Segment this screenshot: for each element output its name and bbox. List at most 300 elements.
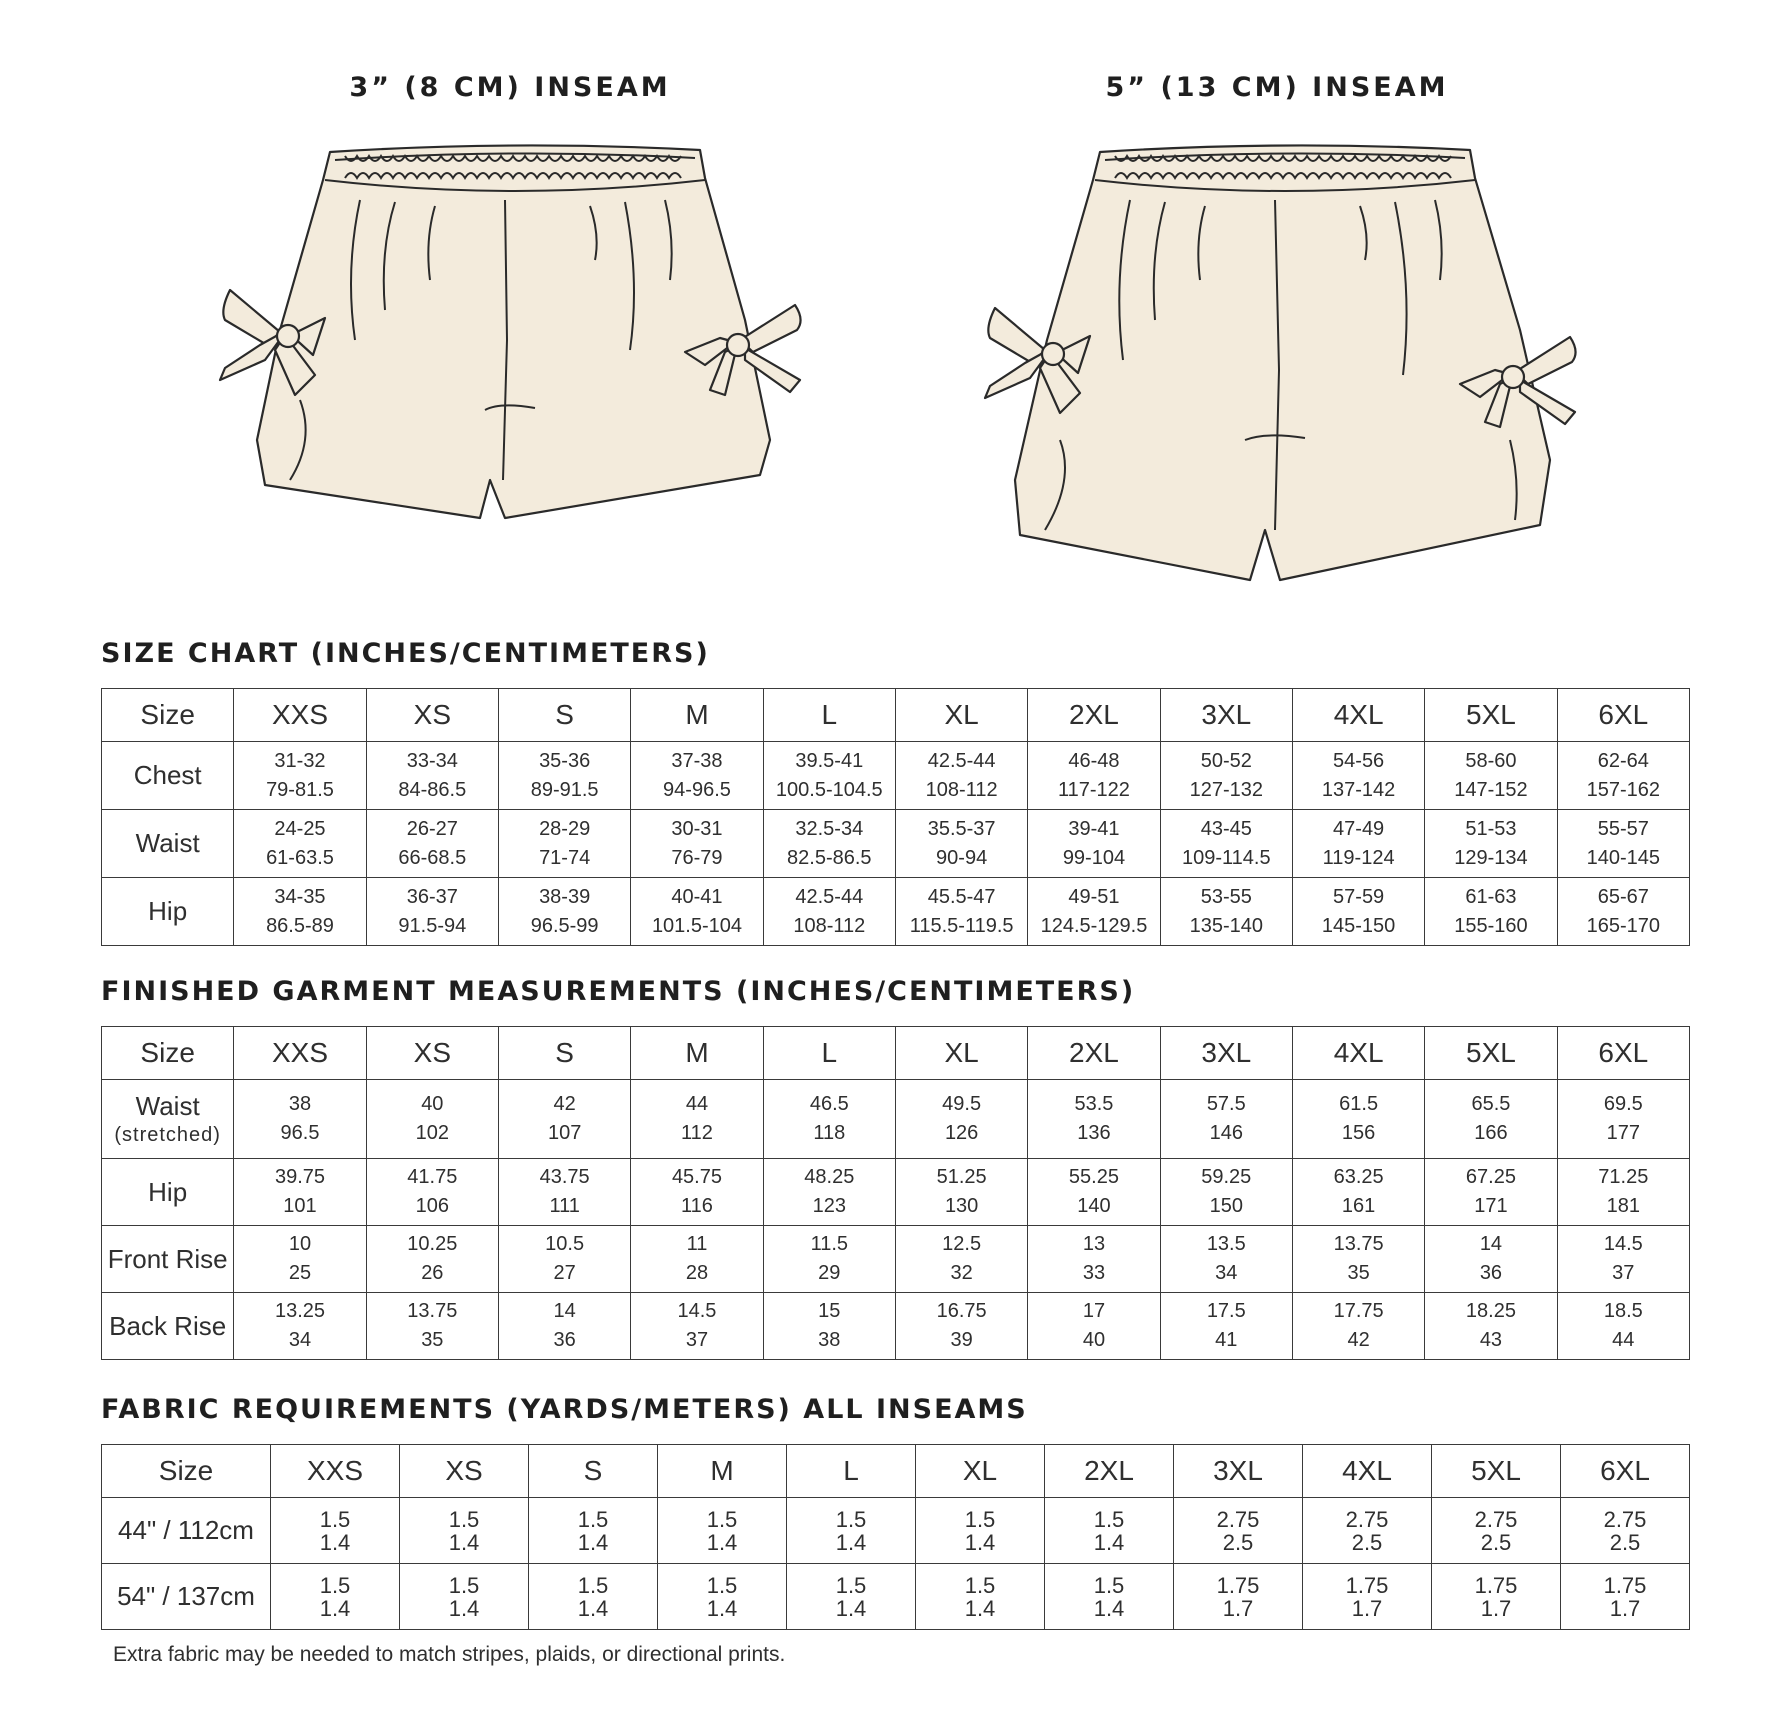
row-label-text: 44" / 112cm [118,1515,254,1546]
value-cell [529,1564,658,1630]
metric-value: 108-112 [925,778,998,801]
header-cell: 2XL [1028,1027,1160,1080]
metric-value: 165-170 [1586,914,1660,937]
value-cell [271,1498,400,1564]
value-cell [916,1564,1045,1630]
value-cell [1160,1080,1292,1159]
imperial-value: 2.75 [1216,1506,1260,1532]
value-cell [1160,1159,1292,1226]
value-cell [498,1159,630,1226]
metric-value: 140-145 [1586,846,1660,869]
header-cell: 6XL [1557,1027,1689,1080]
metric-value: 108-112 [793,914,866,937]
imperial-value: 18.5 [1603,1300,1643,1322]
header-cell: XL [895,1027,1027,1080]
imperial-value: 42.5-44 [927,749,996,772]
imperial-value: 45.5-47 [927,885,996,908]
imperial-value: 65-67 [1597,885,1649,908]
header-cell: S [498,1027,630,1080]
imperial-value: 13.75 [407,1300,458,1322]
value-cell [1028,810,1160,878]
metric-value: 156 [1341,1122,1376,1144]
value-cell [234,742,366,810]
imperial-value: 37-38 [671,749,723,772]
row-label [102,810,234,878]
imperial-value: 1.5 [1093,1506,1125,1532]
value-cell [763,742,895,810]
imperial-value: 1.5 [964,1572,996,1598]
header-cell: 6XL [1557,689,1689,742]
metric-value: 1.4 [835,1529,867,1555]
imperial-value: 40-41 [671,885,723,908]
value-cell [895,878,1027,946]
metric-value: 1.4 [319,1529,351,1555]
value-cell [1425,1080,1557,1159]
value-cell [787,1498,916,1564]
short-inseam-title: 3” (8 CM) INSEAM [349,72,671,103]
value-cell [271,1564,400,1630]
metric-value: 161 [1341,1195,1376,1217]
imperial-value: 71.25 [1598,1166,1649,1188]
metric-value: 124.5-129.5 [1040,914,1148,937]
imperial-value: 1.75 [1345,1572,1389,1598]
metric-value: 171 [1474,1195,1508,1217]
metric-value: 1.4 [577,1595,609,1621]
value-cell [895,1293,1027,1360]
row-label-text: Hip [148,896,188,927]
metric-value: 181 [1606,1195,1640,1217]
metric-value: 150 [1209,1195,1243,1217]
metric-value: 66-68.5 [398,846,467,869]
value-cell [234,1226,366,1293]
value-cell [1292,810,1424,878]
metric-value: 32 [950,1262,973,1284]
imperial-value: 61-63 [1465,885,1517,908]
header-cell: S [529,1445,658,1498]
imperial-value: 39-41 [1068,817,1120,840]
garment-chart-header-row [102,1027,1690,1080]
metric-value: 135-140 [1189,914,1263,937]
imperial-value: 40 [421,1093,444,1115]
imperial-value: 11 [686,1233,708,1255]
imperial-value: 69.5 [1603,1093,1643,1115]
metric-value: 1.4 [1093,1595,1125,1621]
value-cell [1174,1498,1303,1564]
header-cell: S [498,689,630,742]
metric-value: 2.5 [1222,1529,1254,1555]
imperial-value: 10 [288,1233,312,1255]
metric-value: 1.4 [964,1595,996,1621]
imperial-value: 58-60 [1465,749,1517,772]
header-cell: L [763,689,895,742]
header-cell: XS [400,1445,529,1498]
metric-value: 111 [549,1195,580,1217]
metric-value: 112 [681,1122,713,1144]
value-cell [1557,742,1689,810]
table-row [102,1293,1690,1360]
metric-value: 118 [813,1122,846,1144]
imperial-value: 30-31 [671,817,723,840]
metric-value: 145-150 [1321,914,1396,937]
value-cell [631,1159,763,1226]
value-cell [895,1159,1027,1226]
value-cell [1160,810,1292,878]
row-label [102,1564,271,1630]
value-cell [1425,742,1557,810]
value-cell [1557,1293,1689,1360]
table-row [102,878,1690,946]
value-cell [763,1293,895,1360]
imperial-value: 14 [553,1300,576,1322]
imperial-value: 49-51 [1068,885,1120,908]
value-cell [1292,1080,1424,1159]
value-cell [1561,1564,1690,1630]
metric-value: 84-86.5 [398,778,467,801]
value-cell [763,1226,895,1293]
row-label [102,742,234,810]
value-cell [1425,1293,1557,1360]
metric-value: 101.5-104 [651,914,743,937]
shorts-body [1015,145,1550,580]
metric-value: 37 [685,1329,709,1351]
imperial-value: 34-35 [274,885,326,908]
imperial-value: 38 [288,1093,312,1115]
imperial-value: 61.5 [1339,1093,1379,1115]
header-cell: Size [102,1445,271,1498]
value-cell [1160,878,1292,946]
imperial-value: 41.75 [407,1166,458,1188]
metric-value: 129-134 [1454,846,1528,869]
imperial-value: 1.5 [964,1506,996,1532]
header-cell: XXS [234,1027,366,1080]
metric-value: 146 [1209,1122,1243,1144]
metric-value: 90-94 [936,846,988,869]
value-cell [895,742,1027,810]
imperial-value: 1.5 [448,1506,480,1532]
value-cell [498,878,630,946]
metric-value: 2.5 [1351,1529,1383,1555]
value-cell [1292,878,1424,946]
value-cell [1303,1498,1432,1564]
metric-value: 36 [1479,1262,1503,1284]
metric-value: 1.7 [1351,1595,1383,1621]
metric-value: 127-132 [1189,778,1263,801]
row-label-text: Back Rise [109,1310,227,1341]
long-inseam-shorts-illustration [975,140,1595,600]
imperial-value: 16.75 [936,1300,987,1322]
imperial-value: 55-57 [1597,817,1649,840]
metric-value: 137-142 [1321,778,1396,801]
metric-value: 147-152 [1454,778,1528,801]
metric-value: 34 [288,1329,312,1351]
fabric-chart-header-row [102,1445,1690,1498]
imperial-value: 53.5 [1074,1093,1114,1115]
imperial-value: 31-32 [274,749,326,772]
row-label-text: Hip [148,1176,188,1207]
value-cell [1045,1564,1174,1630]
row-label-text: 54" / 137cm [117,1581,255,1612]
table-row [102,1564,1690,1630]
value-cell [631,1226,763,1293]
imperial-value: 53-55 [1200,885,1252,908]
value-cell [400,1498,529,1564]
imperial-value: 43.75 [539,1166,590,1188]
table-row [102,742,1690,810]
metric-value: 86.5-89 [266,914,334,937]
metric-value: 43 [1479,1329,1503,1351]
metric-value: 29 [818,1262,841,1284]
header-cell: L [787,1445,916,1498]
metric-value: 94-96.5 [663,778,731,801]
imperial-value: 38-39 [539,885,591,908]
size-chart-table [101,688,1690,946]
metric-value: 100.5-104.5 [775,778,883,801]
imperial-value: 2.75 [1603,1506,1647,1532]
metric-value: 26 [421,1262,444,1284]
value-cell [498,1226,630,1293]
value-cell [1174,1564,1303,1630]
metric-value: 1.4 [319,1595,351,1621]
table-row [102,1080,1690,1159]
header-cell: 4XL [1292,1027,1424,1080]
metric-value: 91.5-94 [398,914,467,937]
imperial-value: 1.5 [319,1506,351,1532]
imperial-value: 65.5 [1471,1093,1511,1115]
header-cell: M [631,1027,763,1080]
imperial-value: 1.5 [577,1572,609,1598]
fabric-note: Extra fabric may be needed to match stripes, plaids, or directional prints. [113,1643,786,1666]
metric-value: 109-114.5 [1181,846,1271,869]
row-label [102,1080,234,1159]
imperial-value: 51-53 [1465,817,1517,840]
value-cell [366,810,498,878]
value-cell [234,1159,366,1226]
imperial-value: 57.5 [1206,1093,1246,1115]
metric-value: 42 [1347,1329,1370,1351]
value-cell [1425,1226,1557,1293]
metric-value: 116 [681,1195,713,1217]
header-cell: XXS [271,1445,400,1498]
shorts-body [257,145,770,518]
imperial-value: 50-52 [1200,749,1252,772]
value-cell [529,1498,658,1564]
fabric-chart-title: FABRIC REQUIREMENTS (YARDS/METERS) ALL INSEAMS [101,1394,1028,1425]
long-inseam-title: 5” (13 CM) INSEAM [1105,72,1449,103]
metric-value: 130 [944,1195,979,1217]
imperial-value: 1.5 [835,1572,867,1598]
header-cell: 3XL [1160,689,1292,742]
imperial-value: 10.5 [545,1233,585,1255]
value-cell [1160,1293,1292,1360]
imperial-value: 1.5 [319,1572,351,1598]
imperial-value: 13.75 [1333,1233,1384,1255]
imperial-value: 32.5-34 [795,817,864,840]
header-cell: 2XL [1028,689,1160,742]
header-cell: Size [102,689,234,742]
header-cell: 6XL [1561,1445,1690,1498]
value-cell [1160,1226,1292,1293]
metric-value: 1.4 [835,1595,867,1621]
imperial-value: 46.5 [809,1093,849,1115]
metric-value: 33 [1082,1262,1106,1284]
garment-chart-title: FINISHED GARMENT MEASUREMENTS (INCHES/CENTIMETERS) [101,976,1136,1007]
size-chart-header-row [102,689,1690,742]
metric-value: 82.5-86.5 [787,846,872,869]
value-cell [234,1080,366,1159]
header-cell: 5XL [1425,689,1557,742]
imperial-value: 36-37 [406,885,458,908]
value-cell [763,1080,895,1159]
value-cell [916,1498,1045,1564]
imperial-value: 1.5 [706,1506,738,1532]
row-label [102,1226,234,1293]
value-cell [895,810,1027,878]
metric-value: 140 [1077,1195,1111,1217]
metric-value: 76-79 [671,846,723,869]
header-cell: L [763,1027,895,1080]
imperial-value: 39.5-41 [795,749,864,772]
imperial-value: 13 [1082,1233,1106,1255]
value-cell [1028,1226,1160,1293]
metric-value: 136 [1077,1122,1111,1144]
imperial-value: 51.25 [936,1166,987,1188]
value-cell [1425,878,1557,946]
imperial-value: 11.5 [810,1233,849,1255]
imperial-value: 49.5 [942,1093,982,1115]
imperial-value: 55.25 [1068,1166,1119,1188]
imperial-value: 1.5 [706,1572,738,1598]
imperial-value: 67.25 [1465,1166,1516,1188]
metric-value: 89-91.5 [530,778,599,801]
imperial-value: 13.5 [1206,1233,1246,1255]
value-cell [631,810,763,878]
value-cell [763,1159,895,1226]
metric-value: 1.4 [1093,1529,1125,1555]
value-cell [498,742,630,810]
value-cell [1557,1159,1689,1226]
metric-value: 79-81.5 [266,778,334,801]
value-cell [366,878,498,946]
table-row [102,1226,1690,1293]
metric-value: 155-160 [1454,914,1528,937]
imperial-value: 39.75 [274,1166,326,1188]
imperial-value: 17.75 [1333,1300,1384,1322]
row-label-text: Waist [135,1091,200,1122]
value-cell [1557,1080,1689,1159]
value-cell [366,1159,498,1226]
metric-value: 71-74 [539,846,591,869]
value-cell [1292,1159,1424,1226]
imperial-value: 1.5 [448,1572,480,1598]
short-inseam-shorts-illustration [205,140,825,530]
value-cell [498,1293,630,1360]
imperial-value: 1.5 [835,1506,867,1532]
value-cell [1557,1226,1689,1293]
table-row [102,1159,1690,1226]
value-cell [400,1564,529,1630]
value-cell [658,1498,787,1564]
row-label [102,1293,234,1360]
value-cell [1425,1159,1557,1226]
imperial-value: 1.75 [1603,1572,1647,1598]
value-cell [1303,1564,1432,1630]
metric-value: 177 [1606,1122,1640,1144]
imperial-value: 1.5 [577,1506,609,1532]
metric-value: 1.4 [964,1529,996,1555]
value-cell [631,742,763,810]
header-cell: M [631,689,763,742]
imperial-value: 54-56 [1333,749,1385,772]
metric-value: 96.5 [280,1122,320,1144]
imperial-value: 35.5-37 [927,817,996,840]
value-cell [1432,1564,1561,1630]
metric-value: 1.4 [706,1595,738,1621]
row-sublabel: (stretched) [114,1123,221,1146]
imperial-value: 33-34 [406,749,458,772]
imperial-value: 14 [1479,1233,1503,1255]
imperial-value: 44 [685,1093,709,1115]
value-cell [1425,810,1557,878]
imperial-value: 63.25 [1333,1166,1384,1188]
metric-value: 1.4 [577,1529,609,1555]
value-cell [1028,1159,1160,1226]
header-cell: 2XL [1045,1445,1174,1498]
value-cell [234,810,366,878]
imperial-value: 42 [553,1093,576,1115]
table-row [102,1498,1690,1564]
value-cell [1028,1293,1160,1360]
value-cell [1292,742,1424,810]
metric-value: 117-122 [1058,778,1130,801]
metric-value: 96.5-99 [530,914,599,937]
metric-value: 1.4 [706,1529,738,1555]
imperial-value: 57-59 [1333,885,1385,908]
header-cell: 4XL [1303,1445,1432,1498]
value-cell [631,1293,763,1360]
header-cell: M [658,1445,787,1498]
fabric-chart-table [101,1444,1690,1630]
value-cell [658,1564,787,1630]
imperial-value: 14.5 [1603,1233,1643,1255]
value-cell [631,1080,763,1159]
metric-value: 39 [950,1329,973,1351]
header-cell: 5XL [1432,1445,1561,1498]
metric-value: 123 [812,1195,846,1217]
metric-value: 35 [421,1329,444,1351]
metric-value: 115.5-119.5 [909,914,1014,937]
garment-chart-table [101,1026,1690,1360]
imperial-value: 26-27 [406,817,458,840]
header-cell: 4XL [1292,689,1424,742]
metric-value: 1.4 [448,1529,480,1555]
header-cell: 3XL [1174,1445,1303,1498]
imperial-value: 10.25 [407,1233,458,1255]
value-cell [1432,1498,1561,1564]
metric-value: 38 [818,1329,841,1351]
value-cell [763,810,895,878]
imperial-value: 48.25 [804,1166,855,1188]
imperial-value: 43-45 [1200,817,1252,840]
imperial-value: 45.75 [671,1166,722,1188]
header-cell: XS [366,1027,498,1080]
metric-value: 1.7 [1609,1595,1641,1621]
metric-value: 102 [415,1122,449,1144]
header-cell: XXS [234,689,366,742]
metric-value: 106 [415,1195,449,1217]
metric-value: 119-124 [1322,846,1395,869]
imperial-value: 28-29 [539,817,591,840]
imperial-value: 17.5 [1206,1300,1246,1322]
